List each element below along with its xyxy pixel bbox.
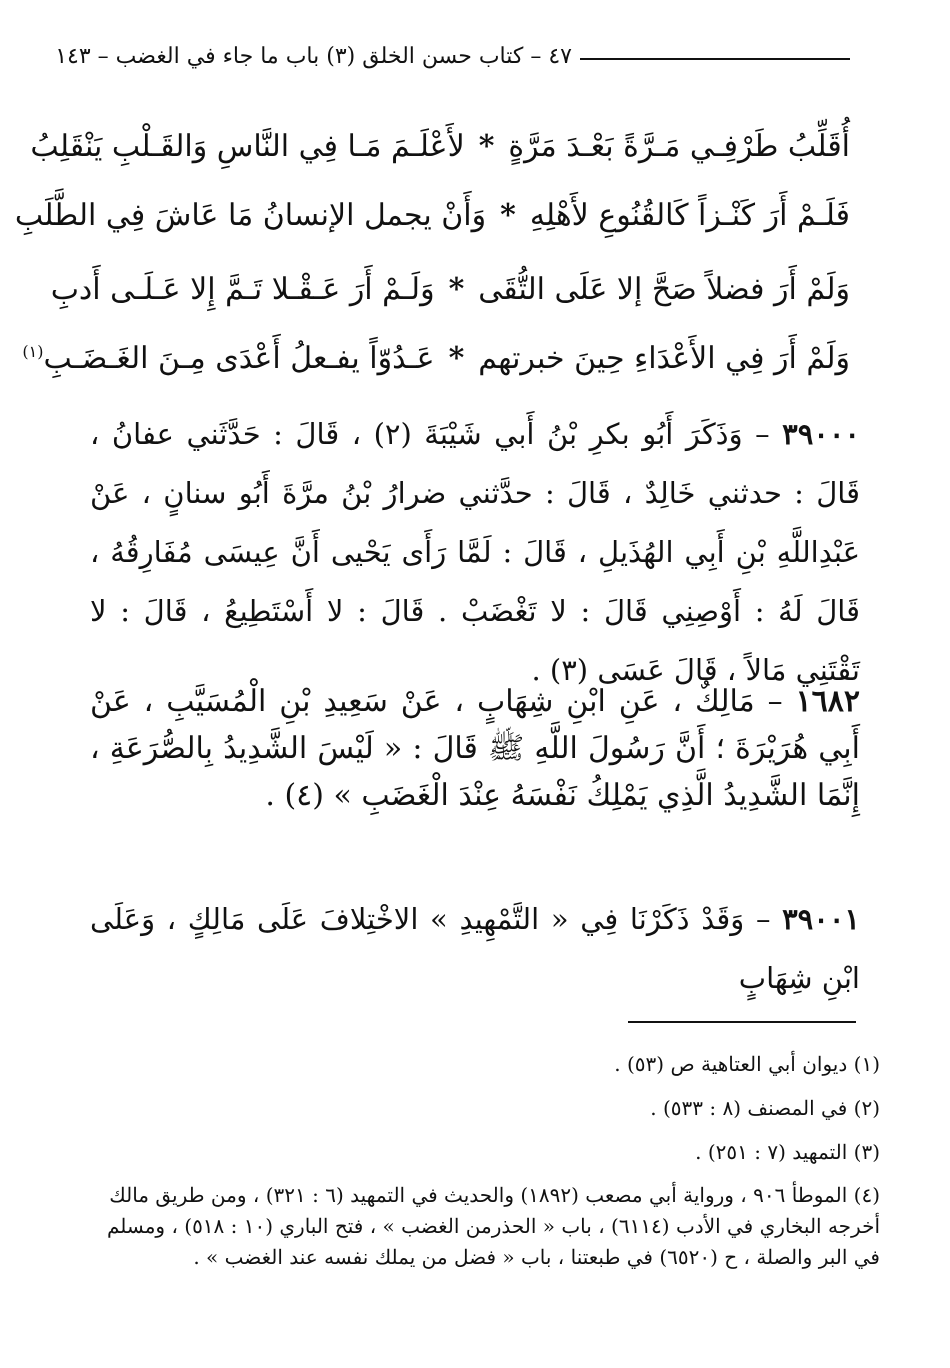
hadith-1682 bbox=[90, 678, 860, 819]
footnote-3: (٣) التمهيد (٧ : ٢٥١) . bbox=[695, 1140, 880, 1164]
verse-second-hemistich bbox=[22, 341, 434, 376]
verse-second-hemistich: لأَعْلَـمَ مَـا فِي النَّاسِ وَالقَـلْبِ يَنْقَلِبُ bbox=[30, 128, 465, 164]
verse-second-hemistich: وَلَـمْ أَرَ عَـقْـلا تَـمَّ إِلا عَـلَـى أَدبِ bbox=[50, 271, 435, 307]
verse-separator: * bbox=[478, 128, 495, 164]
hadith-number: ١٦٨٢ bbox=[795, 684, 860, 719]
verse-first-hemistich: فَلَـمْ أَرَ كَنْـزاً كَالقُنُوعِ لأَهْلِهِ bbox=[529, 197, 850, 233]
paragraph-39001 bbox=[90, 890, 860, 1008]
paragraph-39000 bbox=[90, 405, 860, 700]
verse-text: عَـدُوّاً يفـعلُ أَعْدَى مِـنَ الغَـضَـبِ bbox=[43, 340, 435, 376]
verse-first-hemistich: وَلَمْ أَرَ فضلاً صَحَّ إلا عَلَى التُّقَى bbox=[478, 271, 850, 307]
verse-separator: * bbox=[448, 340, 465, 376]
header-title: ٤٧ – كتاب حسن الخلق (٣) باب ما جاء في الغضب – ١٤٣ bbox=[47, 40, 580, 74]
verse-separator: * bbox=[448, 271, 465, 307]
hadith-text: – مَالِكٌ ، عَنِ ابْنِ شِهَابٍ ، عَنْ سَعِيدِ بْنِ الْمُسَيَّبِ ، عَنْ أَبِي هُرَيْرَةَ ؛ أَنَّ رَسُولَ اللَّهِ ﷺ قَالَ : « لَيْسَ الشَّدِيدُ بِالصُّرَعَةِ ، إِنَّمَا الشَّدِيدُ الَّذِي يَمْلِكُ نَفْسَهُ عِنْدَ الْغَضَبِ » (٤) . bbox=[90, 684, 860, 813]
footnotes bbox=[90, 1042, 880, 1273]
paragraph-text: – وَذَكَرَ أَبُو بكرِ بْنُ أَبي شَيْبَةَ (٢) ، قَالَ : حَدَّثَني عفانُ ، قَالَ : حدثني خَالِدٌ ، قَالَ : حدَّثني ضرارُ بْنُ مرَّةَ أَبُو سنانٍ ، عَنْ عَبْدِاللَّهِ بْنِ أَبِي الهُذَيلِ ، قَالَ : لَمَّا رَأَى يَحْيى أَنَّ عِيسَى مُفَارِقُهُ ، قَالَ لَهُ : أَوْصِنِي قَالَ : لا تَغْضَبْ . قَالَ : لا أَسْتَطِيعُ ، قَالَ : لا تَقْتَنِي مَالاً ، قَالَ عَسَى (٣) . bbox=[90, 417, 860, 687]
footnote-rule bbox=[628, 1021, 856, 1023]
verse-separator: * bbox=[500, 197, 516, 233]
poem-verse bbox=[50, 265, 850, 313]
paragraph-number: ٣٩٠٠١ bbox=[782, 902, 860, 936]
poem-verse bbox=[14, 191, 850, 239]
poem-verse bbox=[30, 122, 850, 170]
footnote-1: (١) ديوان أبي العتاهية ص (٥٣) . bbox=[614, 1052, 880, 1076]
footnote-4: (٤) الموطأ ٩٠٦ ، ورواية أبي مصعب (١٨٩٢) والحديث في التمهيد (٦ : ٣٢١) ، ومن طريق مالك أخرجه البخاري في الأدب (٦١١٤) ، باب « الحذرمن الغضب » ، فتح الباري (١٠ : ٥١٨) ، ومسلم في البر والصلة ، ح (٦٥٢٠) في طبعتنا ، باب « فضل من يملك نفسه عند الغضب » . bbox=[106, 1183, 880, 1269]
verse-first-hemistich: أُقَلِّبُ طَرْفِـي مَـرَّةً بَعْـدَ مَرَّةٍ bbox=[508, 128, 850, 164]
footnote-2: (٢) في المصنف (٨ : ٥٣٣) . bbox=[650, 1096, 880, 1120]
verse-second-hemistich: وَأَنْ يجمل الإنسانُ مَا عَاشَ فِي الطَّلَبِ bbox=[14, 197, 487, 233]
paragraph-number: ٣٩٠٠٠ bbox=[782, 417, 861, 451]
paragraph-text: – وَقَدْ ذَكَرْنَا فِي « التَّمْهِيدِ » الاخْتِلافَ عَلَى مَالِكٍ ، وَعَلَى ابْنِ شِهَابٍ bbox=[90, 902, 860, 995]
running-header bbox=[55, 40, 850, 74]
footnote-ref: (١) bbox=[22, 341, 44, 361]
poem-verse bbox=[22, 334, 850, 382]
verse-first-hemistich: وَلَمْ أَرَ فِي الأَعْدَاءِ حِينَ خبرتهم bbox=[478, 340, 850, 376]
